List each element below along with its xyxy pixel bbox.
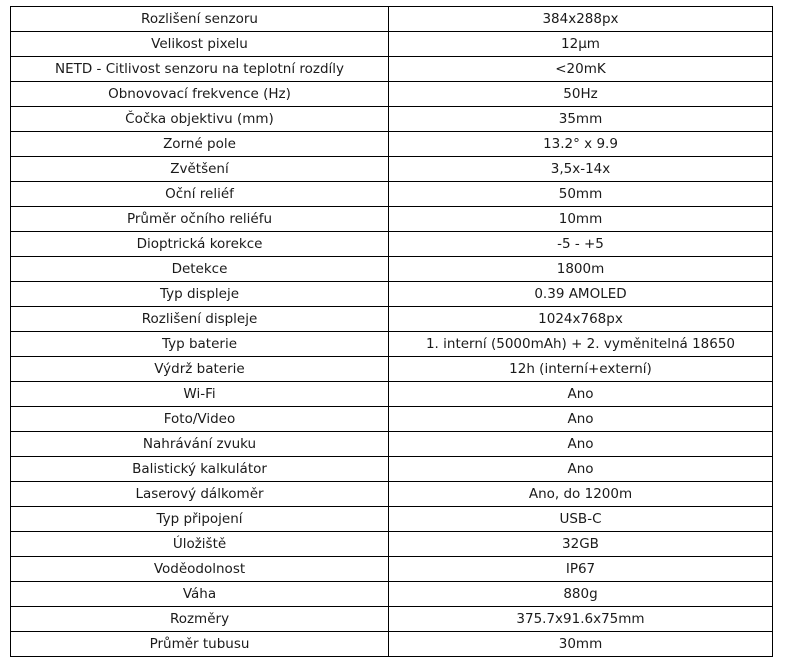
spec-label: Typ připojení	[11, 507, 389, 532]
spec-label: Voděodolnost	[11, 557, 389, 582]
spec-label: Zvětšení	[11, 157, 389, 182]
spec-label: Typ displeje	[11, 282, 389, 307]
spec-label: Rozměry	[11, 607, 389, 632]
spec-value: Ano	[389, 407, 773, 432]
table-row	[11, 632, 773, 657]
spec-value: 32GB	[389, 532, 773, 557]
spec-value: USB-C	[389, 507, 773, 532]
spec-label: Čočka objektivu (mm)	[11, 107, 389, 132]
spec-label: Velikost pixelu	[11, 32, 389, 57]
spec-value: Ano, do 1200m	[389, 482, 773, 507]
table-row	[11, 457, 773, 482]
spec-label: Rozlišení senzoru	[11, 7, 389, 32]
spec-label: Obnovovací frekvence (Hz)	[11, 82, 389, 107]
spec-label: Typ baterie	[11, 332, 389, 357]
spec-label: Úložiště	[11, 532, 389, 557]
table-row	[11, 157, 773, 182]
table-row	[11, 82, 773, 107]
spec-value: 50mm	[389, 182, 773, 207]
spec-value: Ano	[389, 457, 773, 482]
table-row	[11, 32, 773, 57]
table-row	[11, 57, 773, 82]
spec-label: Rozlišení displeje	[11, 307, 389, 332]
table-row	[11, 557, 773, 582]
table-row	[11, 332, 773, 357]
table-row	[11, 357, 773, 382]
table-row	[11, 132, 773, 157]
spec-label: NETD - Citlivost senzoru na teplotní rozdíly	[11, 57, 389, 82]
spec-label: Výdrž baterie	[11, 357, 389, 382]
spec-label: Průměr očního reliéfu	[11, 207, 389, 232]
table-row	[11, 207, 773, 232]
spec-value: Ano	[389, 432, 773, 457]
spec-label: Váha	[11, 582, 389, 607]
table-row	[11, 407, 773, 432]
table-row	[11, 182, 773, 207]
spec-label: Zorné pole	[11, 132, 389, 157]
table-row	[11, 307, 773, 332]
specs-table-body	[11, 7, 773, 657]
table-row	[11, 482, 773, 507]
spec-label: Balistický kalkulátor	[11, 457, 389, 482]
table-row	[11, 232, 773, 257]
spec-label: Oční reliéf	[11, 182, 389, 207]
table-row	[11, 507, 773, 532]
table-row	[11, 282, 773, 307]
table-row	[11, 382, 773, 407]
spec-value: Ano	[389, 382, 773, 407]
spec-value: 0.39 AMOLED	[389, 282, 773, 307]
table-row	[11, 532, 773, 557]
specs-table	[10, 6, 773, 657]
table-row	[11, 257, 773, 282]
spec-value: IP67	[389, 557, 773, 582]
spec-value: -5 - +5	[389, 232, 773, 257]
spec-value: 12μm	[389, 32, 773, 57]
table-row	[11, 7, 773, 32]
spec-value: 375.7x91.6x75mm	[389, 607, 773, 632]
spec-value: 880g	[389, 582, 773, 607]
table-row	[11, 107, 773, 132]
spec-label: Laserový dálkoměr	[11, 482, 389, 507]
spec-value: 384x288px	[389, 7, 773, 32]
spec-label: Wi-Fi	[11, 382, 389, 407]
spec-value: <20mK	[389, 57, 773, 82]
spec-value: 13.2° x 9.9	[389, 132, 773, 157]
spec-value: 12h (interní+externí)	[389, 357, 773, 382]
spec-value: 50Hz	[389, 82, 773, 107]
table-row	[11, 582, 773, 607]
spec-value: 1800m	[389, 257, 773, 282]
spec-label: Detekce	[11, 257, 389, 282]
table-row	[11, 607, 773, 632]
spec-value: 35mm	[389, 107, 773, 132]
spec-label: Foto/Video	[11, 407, 389, 432]
spec-value: 1024x768px	[389, 307, 773, 332]
spec-label: Nahrávání zvuku	[11, 432, 389, 457]
spec-value: 10mm	[389, 207, 773, 232]
table-row	[11, 432, 773, 457]
spec-value: 30mm	[389, 632, 773, 657]
spec-value: 3,5x-14x	[389, 157, 773, 182]
spec-label: Dioptrická korekce	[11, 232, 389, 257]
spec-label: Průměr tubusu	[11, 632, 389, 657]
spec-value: 1. interní (5000mAh) + 2. vyměnitelná 18650	[389, 332, 773, 357]
